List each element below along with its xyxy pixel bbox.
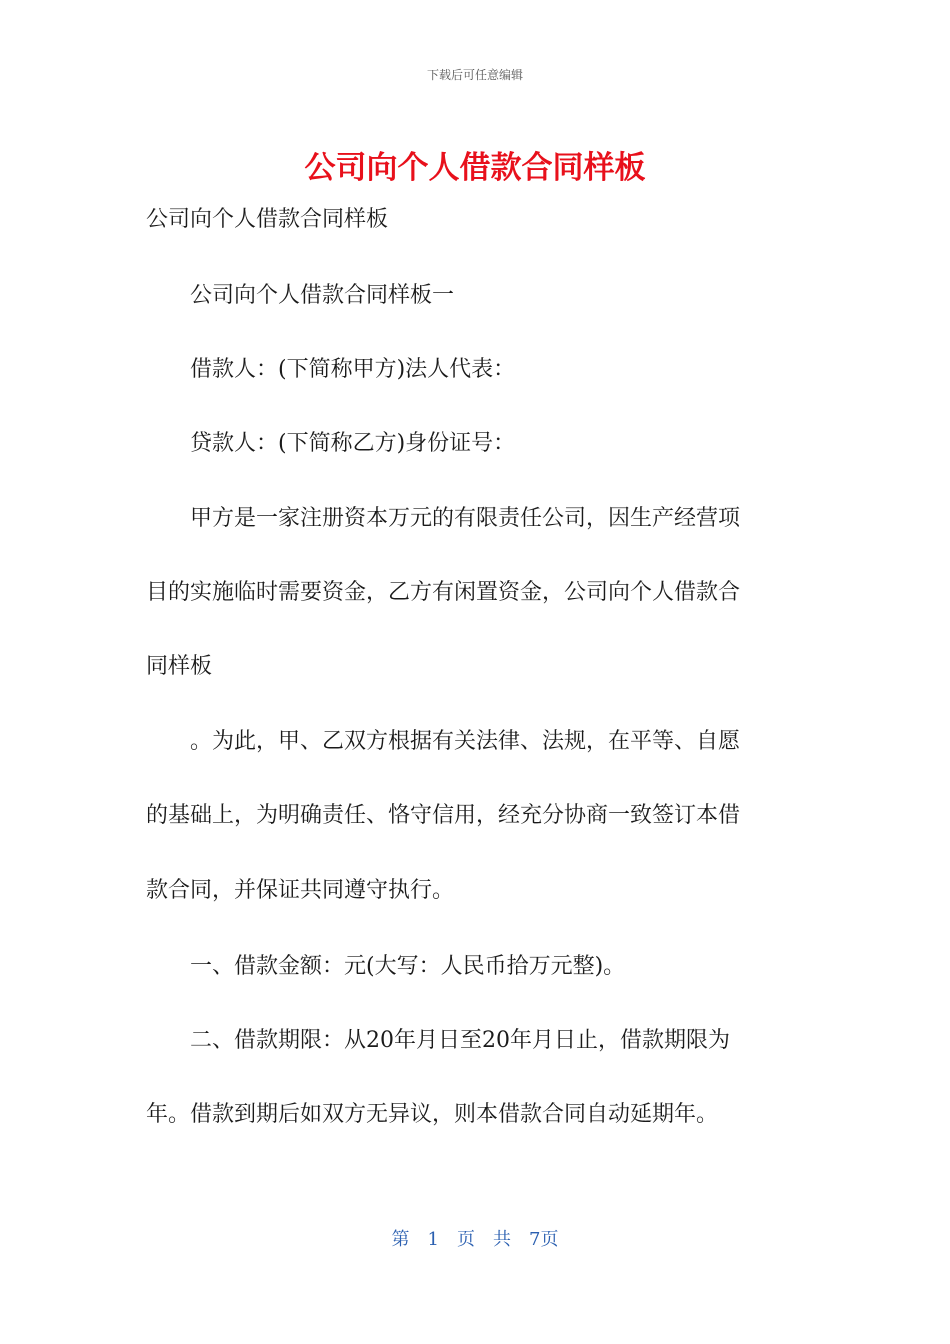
body-line-8: 。为此，甲、乙双方根据有关法律、法规，在平等、自愿 (146, 729, 741, 754)
document-title: 公司向个人借款合同样板 (304, 150, 646, 186)
body-line-7: 同样板 (146, 654, 213, 679)
body-line-13: 年。借款到期后如双方无异议，则本借款合同自动延期年。 (146, 1102, 719, 1127)
body-line-1: 公司向个人借款合同样板 (146, 207, 389, 232)
body-line-3: 借款人：(下简称甲方)法人代表： (146, 357, 516, 382)
body-line-11: 一、借款金额：元(大写：人民币拾万元整)。 (146, 954, 626, 979)
body-line-10: 款合同，并保证共同遵守执行。 (146, 878, 455, 903)
body-line-9: 的基础上，为明确责任、恪守信用，经充分协商一致签订本借 (146, 803, 741, 828)
body-line-2: 公司向个人借款合同样板一 (146, 283, 455, 308)
body-line-6: 目的实施临时需要资金，乙方有闲置资金，公司向个人借款合 (146, 580, 741, 605)
page-number-footer: 第 1 页 共 7页 (391, 1229, 559, 1250)
body-line-12: 二、借款期限：从20年月日至20年月日止，借款期限为 (146, 1028, 730, 1053)
page-header-note: 下载后可任意编辑 (426, 68, 523, 82)
body-line-4: 贷款人：(下简称乙方)身份证号： (146, 431, 516, 456)
body-line-5: 甲方是一家注册资本万元的有限责任公司，因生产经营项 (146, 506, 741, 531)
